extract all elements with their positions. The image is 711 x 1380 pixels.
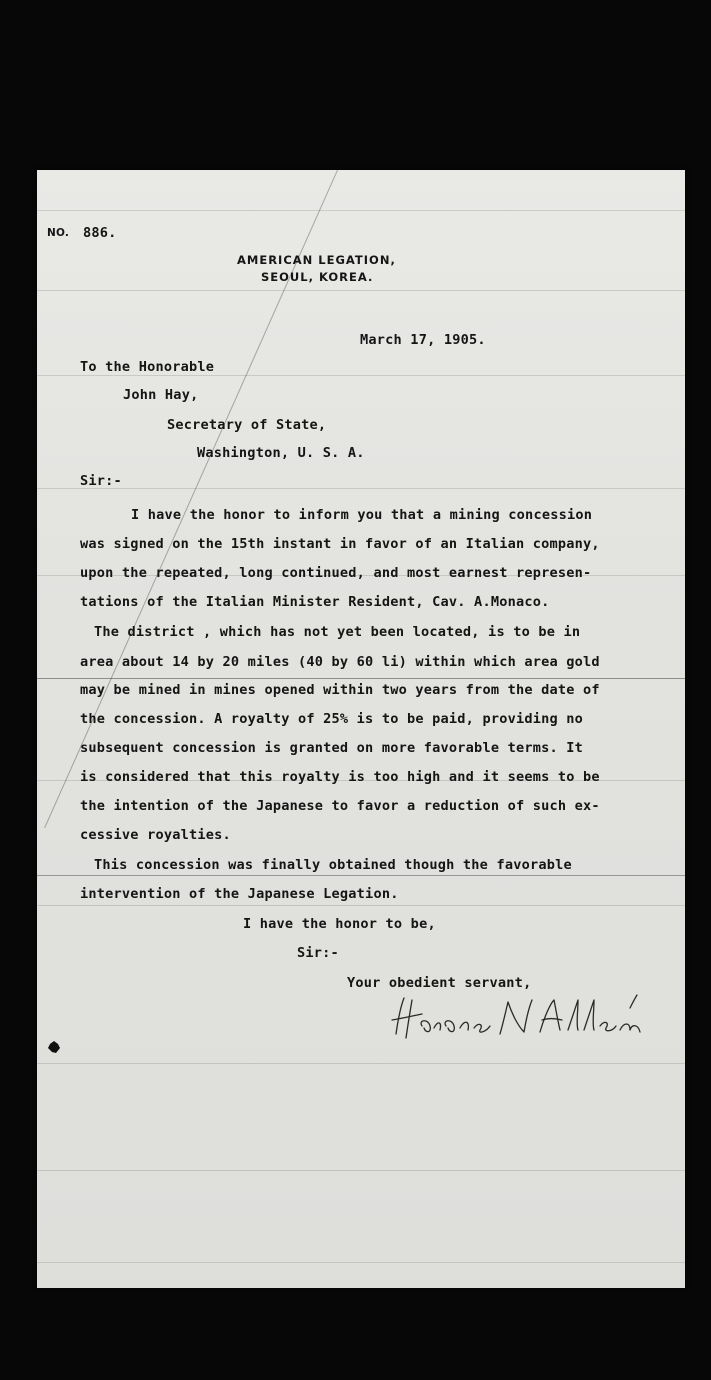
scan-line [37,1063,685,1064]
address-line-4: Washington, U. S. A. [197,445,365,461]
scan-line [37,1262,685,1263]
legation-name: AMERICAN LEGATION, [237,253,396,267]
address-line-1: To the Honorable [80,359,215,375]
address-line-3: Secretary of State, [167,417,327,433]
scan-line [37,290,685,291]
document-number: 886. [83,225,117,241]
body-line: upon the repeated, long continued, and most earnest represen- [80,565,592,581]
body-line: I have the honor to inform you that a mining concession [131,507,593,523]
body-line: may be mined in mines opened within two years from the date of [80,682,600,698]
scan-line [37,875,685,876]
film-scratch [44,170,338,828]
handwritten-signature [382,990,652,1050]
body-line: intervention of the Japanese Legation. [80,886,399,902]
body-line: area about 14 by 20 miles (40 by 60 li) within which area gold [80,654,600,670]
body-line: the concession. A royalty of 25% is to be paid, providing no [80,711,584,727]
body-line: subsequent concession is granted on more favorable terms. It [80,740,584,756]
body-line: was signed on the 15th instant in favor of an Italian company, [80,536,600,552]
scan-line [37,1170,685,1171]
scan-line [37,488,685,489]
legation-location: SEOUL, KOREA. [261,270,374,284]
closing-line-2: Sir:- [297,945,339,961]
scan-line [37,210,685,211]
body-line: This concession was finally obtained though the favorable [94,857,572,873]
scan-line [37,678,685,679]
address-line-2: John Hay, [123,387,199,403]
closing-line-3: Your obedient servant, [347,975,532,991]
ink-spot [47,1040,61,1054]
scan-line [37,905,685,906]
closing-line-1: I have the honor to be, [243,916,436,932]
salutation: Sir:- [80,473,122,489]
letter-date: March 17, 1905. [360,332,486,348]
body-line: the intention of the Japanese to favor a reduction of such ex- [80,798,600,814]
body-line: cessive royalties. [80,827,231,843]
scan-line [37,375,685,376]
body-line: The district , which has not yet been located, is to be in [94,624,581,640]
body-line: is considered that this royalty is too high and it seems to be [80,769,600,785]
letter-page [37,170,685,1288]
body-line: tations of the Italian Minister Resident, Cav. A.Monaco. [80,594,550,610]
number-label: NO. [47,227,70,239]
